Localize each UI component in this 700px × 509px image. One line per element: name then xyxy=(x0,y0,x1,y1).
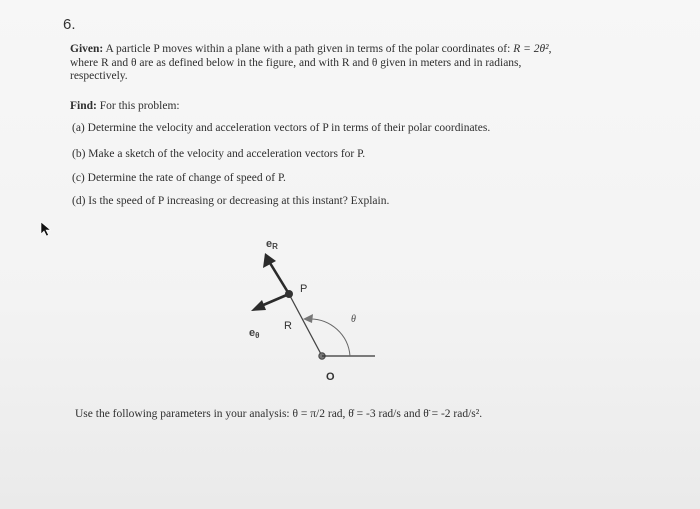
point-p xyxy=(285,290,293,298)
given-equation: R = 2θ² xyxy=(513,43,549,55)
given-text-1: A particle P moves within a plane with a path given in terms of the polar coordinates of: xyxy=(105,43,511,55)
theta-label: θ xyxy=(351,314,356,325)
e-r-label xyxy=(266,238,278,251)
item-d: (d) Is the speed of P increasing or decreasing at this instant? Explain. xyxy=(72,195,390,207)
e-theta-arrow-shaft xyxy=(261,294,289,306)
given-text-2: , where R and θ are as defined below in the figure, and with R and θ given in meters and in radians, respectively. xyxy=(70,43,552,82)
e-r-arrow-shaft xyxy=(270,263,289,294)
r-label: R xyxy=(284,320,292,332)
e-theta-arrowhead xyxy=(251,300,266,311)
question-number: 6. xyxy=(63,16,76,33)
parameters-line: Use the following parameters in your analysis: θ = π/2 rad, θ̇ = -3 rad/s and θ̈ = -2 rad/s². xyxy=(75,408,483,420)
radius-line xyxy=(289,294,322,356)
e-r-label-sub: R xyxy=(272,242,278,251)
find-text: For this problem: xyxy=(99,100,180,112)
e-r-arrowhead xyxy=(263,253,276,268)
theta-arc xyxy=(309,319,350,356)
p-label: P xyxy=(300,283,308,295)
find-label: Find: xyxy=(70,100,97,112)
item-c: (c) Determine the rate of change of speed of P. xyxy=(72,172,286,184)
item-a: (a) Determine the velocity and acceleration vectors of P in terms of their polar coordinates. xyxy=(72,122,491,134)
item-b: (b) Make a sketch of the velocity and acceleration vectors for P. xyxy=(72,148,366,160)
e-r-label-main: e xyxy=(266,238,273,250)
o-label: O xyxy=(326,371,335,383)
e-theta-label xyxy=(249,327,259,340)
theta-arc-arrowhead xyxy=(303,314,313,323)
e-theta-label-sub: θ xyxy=(255,331,260,340)
given-label: Given: xyxy=(70,43,104,55)
e-theta-label-main: e xyxy=(249,327,256,339)
